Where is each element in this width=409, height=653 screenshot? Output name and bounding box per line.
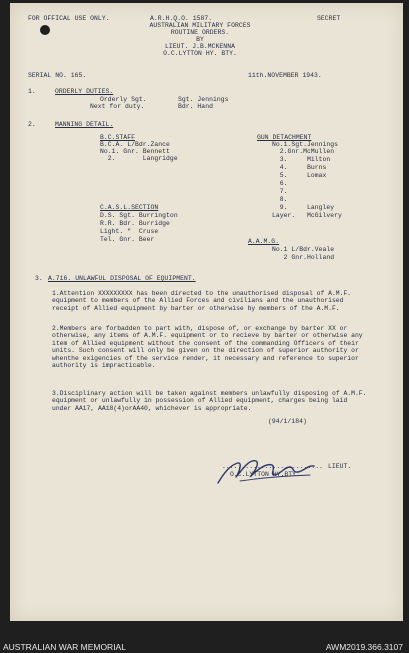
- header-line-5: LIEUT. J.B.MCKENNA: [165, 43, 235, 50]
- reference-number: (94/1/184): [268, 418, 307, 425]
- gun-line-2: 2.Gnr.McMullen: [272, 148, 335, 155]
- gun-line-7: 7.: [272, 188, 288, 195]
- section-2-number: 2.: [28, 121, 36, 128]
- aamg-line-2: 2 Gnr.Holland: [272, 254, 335, 261]
- casl-line-1: D.S. Sgt. Burrington: [100, 212, 178, 219]
- section-3-number: 3.: [35, 275, 43, 282]
- signature-rank: LIEUT.: [328, 463, 352, 470]
- punch-hole: [40, 25, 50, 35]
- footer-left-label: AUSTRALIAN WAR MEMORIAL: [3, 642, 126, 652]
- orderly-row-2-value: Bdr. Hand: [178, 103, 213, 110]
- unit-code: A.R.H.Q.O. 1587.: [150, 15, 213, 22]
- document-page: [10, 3, 403, 621]
- section-1-number: 1.: [28, 88, 36, 95]
- orderly-row-1-value: Sgt. Jennings: [178, 96, 229, 103]
- gun-line-6: 6.: [272, 180, 288, 187]
- casl-title: C.A.S.L.SECTION: [100, 204, 159, 211]
- paragraph-1: 1.Attention XXXXXXXXX has been directed to the unauthorised disposal of A.M.F. equipment to members of the Allied Forces and civilians and the unauthorised receipt of Allied equipment by barter or otherwise by members of the A.M.F.: [52, 290, 352, 312]
- signature-dots: ..........................: [222, 463, 324, 470]
- section-2-title: MANNING DETAIL.: [55, 121, 114, 128]
- section-3-title: A.716. UNLAWFUL DISPOSAL OF EQUIPMENT.: [48, 275, 196, 282]
- section-1-title: ORDERLY DUTIES.: [55, 88, 114, 95]
- bc-staff-line-3: 2. Langridge: [100, 155, 178, 162]
- orderly-row-1-label: Orderly Sgt.: [100, 96, 147, 103]
- bc-staff-line-1: B.C.A. L/Bdr.Zance: [100, 141, 170, 148]
- gun-line-3: 3. Milton: [272, 156, 331, 163]
- signature-unit: O.C.LYTTON HY.BTY.: [230, 471, 300, 478]
- gun-line-1: No.1.Sgt.Jennings: [272, 141, 339, 148]
- gun-detachment-title: GUN DETACHMENT: [257, 134, 312, 141]
- gun-line-layer: Layer. McGilvery: [272, 212, 342, 219]
- gun-line-5: 5. Lomax: [272, 172, 327, 179]
- casl-line-3: Light. " Cruse: [100, 228, 159, 235]
- gun-line-8: 8.: [272, 196, 288, 203]
- aamg-line-1: No.1 L/Bdr.Veale: [272, 246, 335, 253]
- serial-number: SERIAL NO. 165.: [28, 72, 87, 79]
- aamg-title: A.A.M.G.: [248, 238, 280, 245]
- paragraph-3: 3.Disciplinary action will be taken against members unlawfully disposing of A.M.F. equipment or unlawfully in possession of Allied equipment, charges being laid under AA17, AA18(4)orAA40, whichever is appropriate.: [52, 390, 367, 412]
- orderly-row-2-label: Next for duty.: [90, 103, 145, 110]
- bc-staff-line-2: No.1. Gnr. Bennett: [100, 148, 170, 155]
- secret-label: SECRET: [317, 15, 341, 22]
- paragraph-2: 2.Members are forbadden to part with, dispose of, or exchange by barter XX or otherwise, any items of A.M.F. equipment or to recieve by barter or otherwise any item of Allied equipment without the consent of the commanding Officers of their units. Such consent will only be given on the direction of superior authority or whenthe exigencies of the service render, it necessary and reference to superior authority is impracticable.: [52, 325, 363, 370]
- header-line-3: ROUTINE ORDERS.: [170, 29, 230, 36]
- footer-bar: [0, 640, 409, 653]
- footer-right-label: AWM2019.366.3107: [325, 642, 403, 652]
- gun-line-9: 9. Langley: [272, 204, 335, 211]
- header-line-4: BY: [196, 36, 204, 43]
- casl-line-4: Tel. Gnr. Beer: [100, 236, 155, 243]
- serial-date: 11th.NOVEMBER 1943.: [248, 72, 322, 79]
- casl-line-2: R.R. Bdr. Burridge: [100, 220, 170, 227]
- bc-staff-title: B.C.STAFF: [100, 134, 135, 141]
- official-use-label: FOR OFFICAL USE ONLY.: [28, 15, 110, 22]
- gun-line-4: 4. Burns: [272, 164, 327, 171]
- header-line-6: O.C.LYTTON HY. BTY.: [163, 50, 237, 57]
- header-line-2: AUSTRALIAN MILITARY FORCES: [149, 22, 251, 29]
